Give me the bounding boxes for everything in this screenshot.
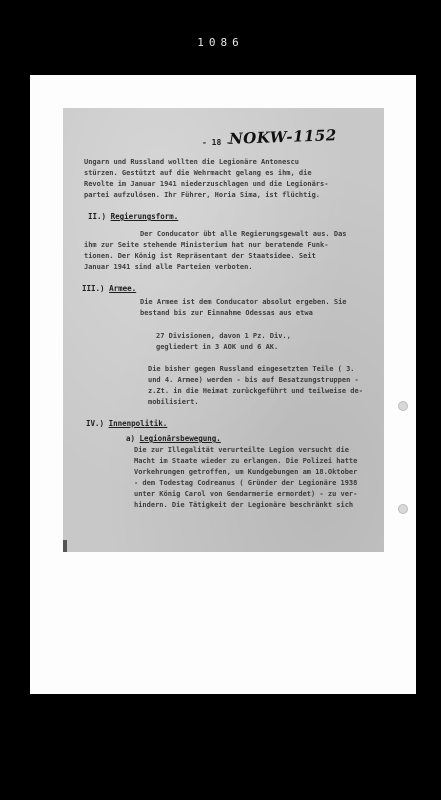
handwritten-document-id: NOKW-1152 [228,126,338,148]
section-heading-armee [82,284,136,293]
section-heading-regierungsform [88,212,178,221]
section-line: bestand bis zur Einnahme Odessas aus etwa [140,309,313,317]
section-line: Januar 1941 sind alle Parteien verboten. [84,263,253,271]
section-line: gegliedert in 3 AOK und 6 AK. [156,343,279,351]
subsection-title: Legionärsbewegung. [139,434,221,443]
frame-number: 1086 [197,36,244,49]
intro-line: Revolte im Januar 1941 niederzuschlagen und die Legionärs- [84,180,329,188]
punch-hole-bottom [398,504,408,514]
section-title: Armee. [109,284,137,293]
subsection-line: Die zur Illegalität verurteilte Legion versucht die [134,446,349,454]
page-number: - 18 - [202,138,231,147]
section-heading-innenpolitik [86,419,167,428]
section-line: Die Armee ist dem Conducator absolut ergeben. Sie [140,298,347,306]
section-line: z.Zt. in die Heimat zurückgeführt und teilweise de- [148,387,363,395]
subsection-heading-legionaersbewegung [126,434,221,443]
section-line: Die bisher gegen Russland eingesetzten Teile ( 3. [148,365,355,373]
subsection-line: Vorkehrungen getroffen, um Kundgebungen am 18.Oktober [134,468,358,476]
section-line: Der Conducator übt alle Regierungsgewalt aus. Das [140,230,347,238]
subsection-line: Macht im Staate wieder zu erlangen. Die Polizei hatte [134,457,358,465]
section-title: Innenpolitik. [108,419,168,428]
intro-line: stürzen. Gestützt auf die Wehrmacht gelang es ihm, die [84,169,312,177]
subsection-line: unter König Carol von Gendarmerie ermordet) - zu ver- [134,490,358,498]
photocopy-page [63,108,384,552]
intro-line: Ungarn und Russland wollten die Legionäre Antonescu [84,158,299,166]
intro-line: partei aufzulösen. Ihr Führer, Horia Sima, ist flüchtig. [84,191,321,199]
subsection-label: a) [126,434,136,443]
section-line: und 4. Armee) werden - bis auf Besatzungstruppen - [148,376,359,384]
section-number: IV.) [86,419,105,428]
subsection-line: hindern. Die Tätigkeit der Legionäre beschränkt sich [134,501,354,509]
section-title: Regierungsform. [110,212,179,221]
subsection-line: - dem Todestag Codreanus ( Gründer der Legionäre 1938 [134,479,358,487]
section-number: II.) [88,212,107,221]
section-line: mobilisiert. [148,398,199,406]
punch-hole-top [398,401,408,411]
section-line: 27 Divisionen, davon 1 Pz. Div., [156,332,291,340]
section-line: tionen. Der König ist Repräsentant der Staatsidee. Seit [84,252,316,260]
section-line: ihm zur Seite stehende Ministerium hat nur beratende Funk- [84,241,329,249]
section-number: III.) [82,284,105,293]
scan-edge-mark [63,540,67,552]
